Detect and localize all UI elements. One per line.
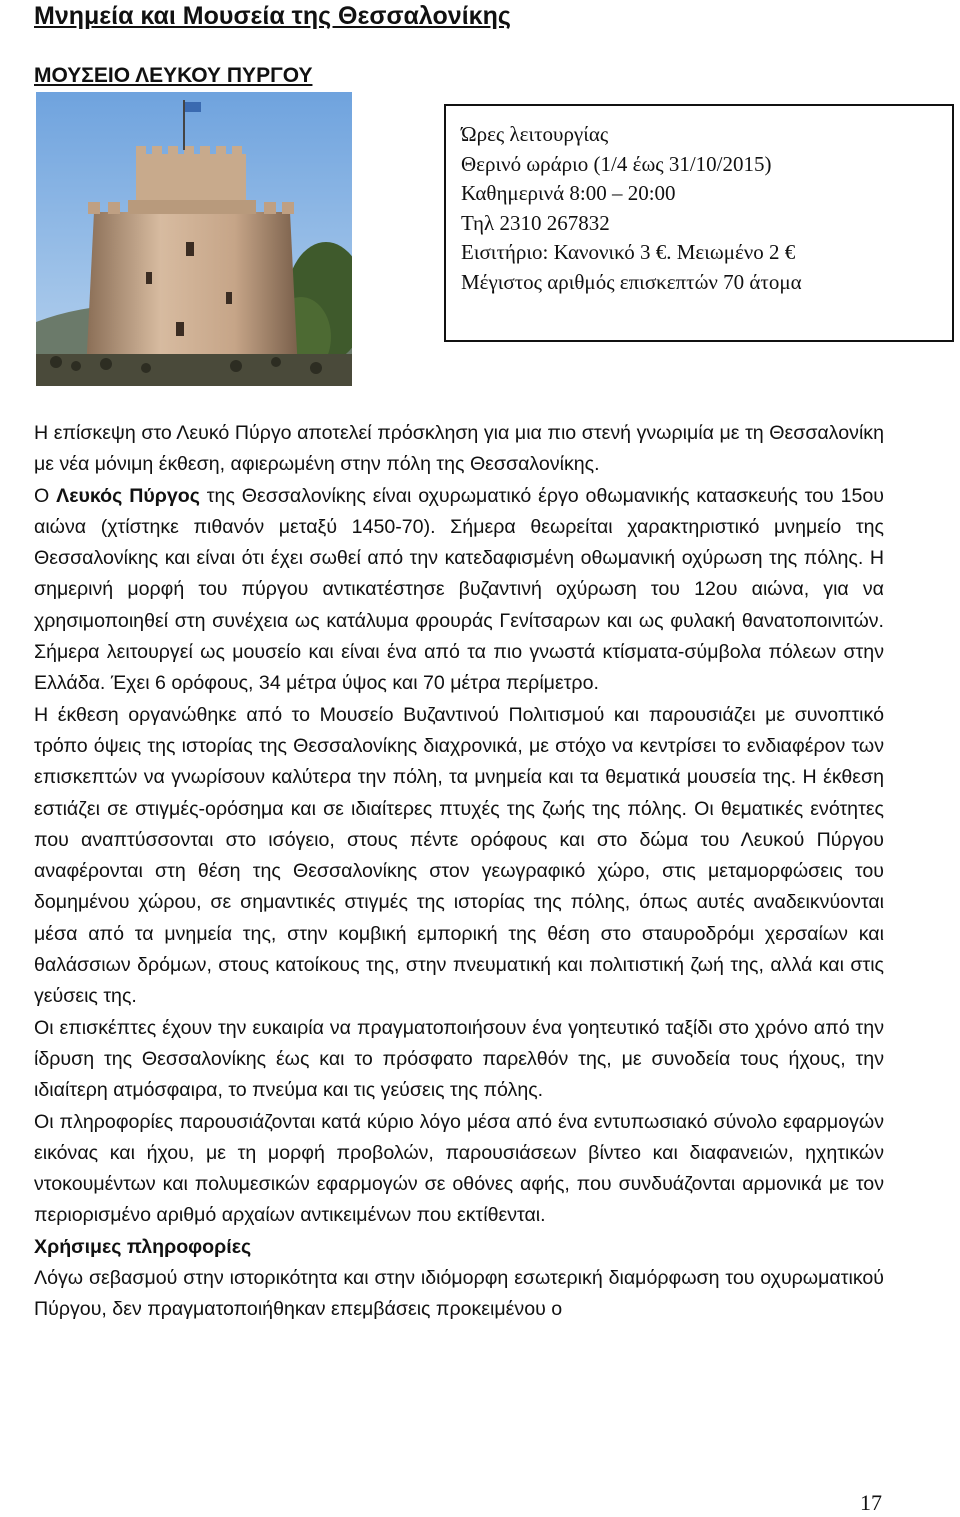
- paragraph-visitors: Οι επισκέπτες έχουν την ευκαιρία να πραγματοποιήσουν ένα γοητευτικό ταξίδι στο χρόνο από την ίδρυση της Θεσσαλονίκης έως και το πρόσφατο παρελθόν της, με συνοδεία τους ήχους, την ιδιαίτερη ατμόσφαιρα, το πνεύμα και τις γεύσεις της πόλης.: [34, 1016, 884, 1102]
- info-phone: Τηλ 2310 267832: [461, 210, 610, 235]
- info-box: [444, 104, 954, 342]
- info-daily-hours: Καθημερινά 8:00 – 20:00: [461, 181, 676, 205]
- paragraph-exhibition: Η έκθεση οργανώθηκε από το Μουσείο Βυζαντινού Πολιτισμού και παρουσιάζει με συνοπτικό τρόπο όψεις της ιστορίας της Θεσσαλονίκης διαχρονικά, με στόχο να κεντρίσει το ενδιαφέρον των επισκεπτών να γνωρίσουν καλύτερα την πόλη, τα μνημεία και τα θεματικά μουσεία της. Η έκθεση εστιάζει σε στιγμές-ορόσημα και σε ιδιαίτερες πτυχές της ζωής της πόλης. Οι θεματικές ενότητες που αναπτύσσονται στο ισόγειο, στους πέντε ορόφους και στο δώμα του Λευκού Πύργου αναφέρονται στη θέση της Θεσσαλονίκης στον γεωγραφικό χώρο, στις μεταμορφώσεις του δομημένου χώρου, σε σημαντικές στιγμές της ιστορίας της πόλης, όπως αυτές αναδεικνύονται μέσα από τα μνημεία της, στην κομβική εμπορική της θέση στο σταυροδρόμι χερσαίων και θαλάσσιων δρόμων, στους κατοίκους της, στην πνευματική και πολιτιστική ζωή της, αλλά και στις γεύσεις της.: [34, 703, 884, 1008]
- info-max-visitors: Μέγιστος αριθμός επισκεπτών 70 άτομα: [461, 269, 802, 294]
- info-hours-label: Ώρες λειτουργίας: [461, 122, 609, 146]
- paragraph-information: Οι πληροφορίες παρουσιάζονται κατά κύριο λόγο μέσα από ένα εντυπωσιακό σύνολο εφαρμογών εικόνας και ήχου, με τη μορφή προβολών, παρουσιάσεων βίντεο και διαφανειών, ηχητικών ντοκουμέντων και πολυμεσικών εφαρμογών σε οθόνες αφής, που συνδυάζονται αρμονικά με τον περιορισμένο αριθμό αρχαίων αντικειμένων που εκτίθενται.: [34, 1110, 884, 1227]
- useful-info-heading: Χρήσιμες πληροφορίες: [34, 1235, 252, 1258]
- info-ticket: Εισιτήριο: Κανονικό 3 €. Μειωμένο 2 €: [461, 240, 796, 264]
- paragraph-useful-info: Λόγω σεβασμού στην ιστορικότητα και στην ιδιόμορφη εσωτερική διαμόρφωση του οχυρωματικού Πύργου, δεν πραγματοποιήθηκαν επεμβάσεις προκειμένου ο: [34, 1267, 884, 1321]
- white-tower-photo: [36, 92, 352, 386]
- page-number: 17: [860, 1490, 882, 1515]
- white-tower-term: Λευκός Πύργος: [56, 484, 200, 507]
- page-title: Μνημεία και Μουσεία της Θεσσαλονίκης: [34, 2, 511, 30]
- article-body: [34, 418, 884, 1326]
- paragraph-white-tower: Ο Λευκός Πύργος της Θεσσαλονίκης είναι οχυρωματικό έργο οθωμανικής κατασκευής του 15ου αιώνα (χτίστηκε πιθανόν μεταξύ 1450-70). Σήμερα θεωρείται χαρακτηριστικό μνημείο της Θεσσαλονίκης και είναι ότι έχει σωθεί από την κατεδαφισμένη οθωμανική οχύρωση της πόλης. Η σημερινή μορφή του πύργου αντικατέστησε βυζαντινή οχύρωση του 12ου αιώνα, για να χρησιμοποιηθεί στη συνέχεια ως κατάλυμα φρουράς Γενίτσαρων και ως φυλακή θανατοποινιτών. Σήμερα λειτουργεί ως μουσείο και είναι ένα από τα πιο γνωστά κτίσματα-σύμβολα πόλεων στην Ελλάδα. Έχει 6 ορόφους, 34 μέτρα ύψος και 70 μέτρα περίμετρο.: [34, 484, 884, 695]
- paragraph-intro: Η επίσκεψη στο Λευκό Πύργο αποτελεί πρόσκληση για μια πιο στενή γνωριμία με τη Θεσσαλονίκη με νέα μόνιμη έκθεση, αφιερωμένη στην πόλη της Θεσσαλονίκης.: [34, 422, 884, 476]
- section-title: ΜΟΥΣΕΙΟ ΛΕΥΚΟΥ ΠΥΡΓΟΥ: [34, 64, 313, 87]
- info-summer-hours: Θερινό ωράριο (1/4 έως 31/10/2015): [461, 151, 772, 176]
